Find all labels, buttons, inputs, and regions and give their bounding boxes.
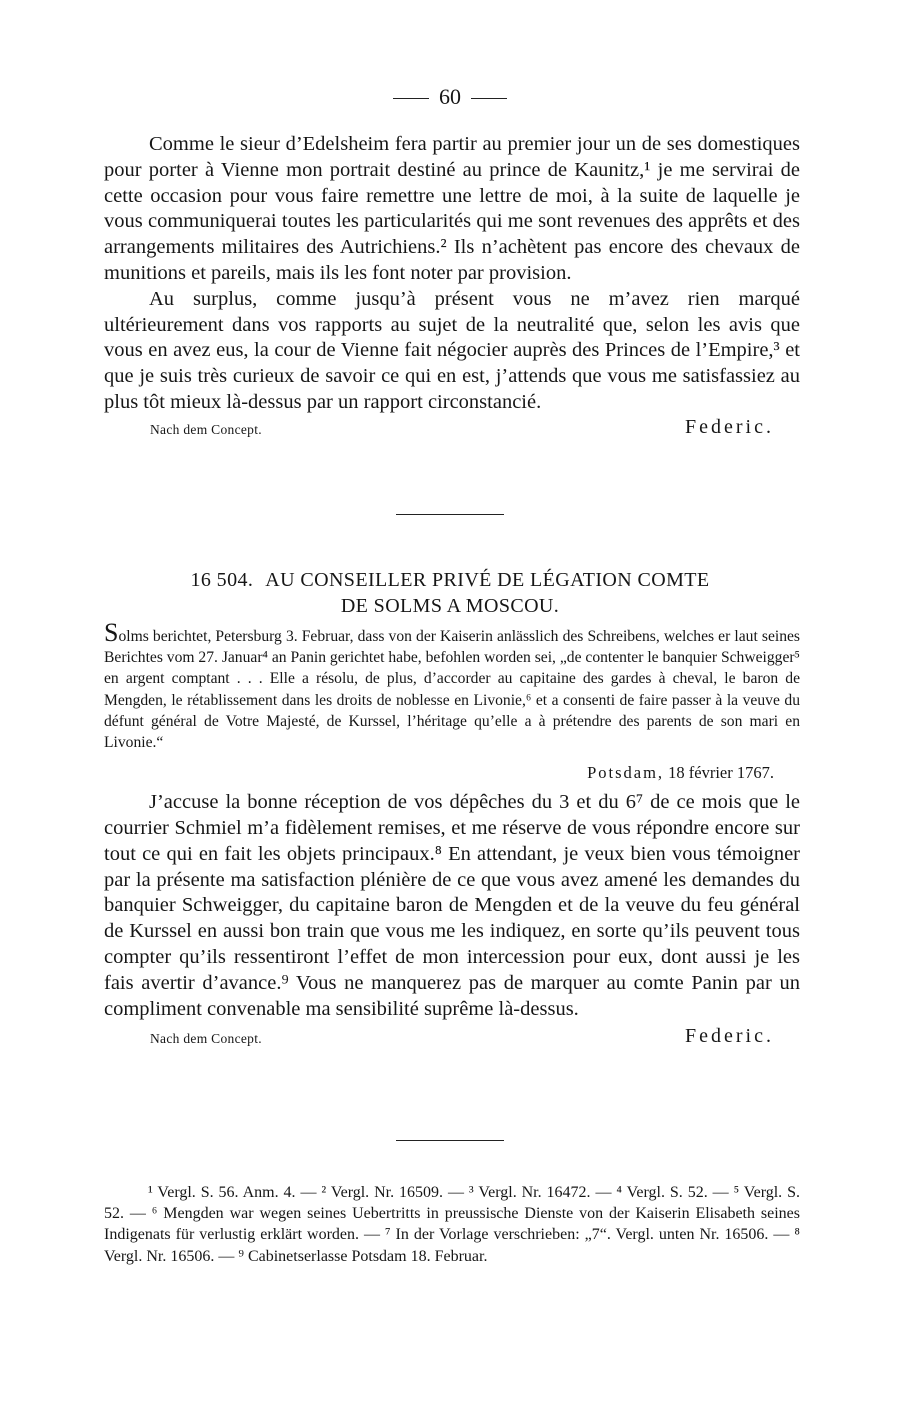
letter-2-summary — [104, 620, 800, 753]
letter-2-title-line-1 — [0, 567, 900, 593]
dateline-place: Potsdam, — [587, 763, 665, 783]
summary-initial: S — [104, 618, 119, 647]
letter-2-title-text-1: AU CONSEILLER PRIVÉ DE LÉGATION COMTE — [265, 569, 710, 591]
footnotes — [104, 1182, 800, 1267]
letter-2-dateline — [104, 763, 800, 783]
section-divider-1 — [396, 514, 504, 515]
letter-1 — [104, 132, 800, 442]
letter-1-paragraph-1: Comme le sieur d’Edelsheim fera partir au premier jour un de ses domestiques pour porter à Vienne mon portrait destiné au prince de Kaunitz,¹ je me servirai de cette occasion pour vous faire remettre une lettre de moi, à la suite de laquelle je vous communiquerai toutes les particularités qui me sont revenues des apprêts et des arrangements militaires des Autrichiens.² Ils n’achètent pas encore des chevaux de munitions et pareils, mais ils les font noter par provision. — [104, 133, 800, 284]
letter-2 — [104, 620, 800, 1051]
letter-2-paragraph: J’accuse la bonne réception de vos dépêches du 3 et du 6⁷ de ce mois que le courrier Schmiel m’a fidèlement remises, et me réserve de vous répondre encore sur tout ce qui en fait les objets principaux.⁸ En attendant, je veux bien vous témoigner par la présente ma satisfaction plénière de ce que vous avez amené les demandes du banquier Schweigger, du capitaine baron de Mengden et de la veuve du feu général de Kurssel en aussi bon train que vous me les indiquez, en sorte qu’ils peuvent tous compter qu’ils ressentiront l’effet de mon intercession pour eux, dont aussi je les fais avertir d’avance.⁹ Vous ne manquerez pas de marquer au comte Panin par un compliment convenable ma sensibilité suprême là-dessus. — [104, 791, 800, 1020]
page-number: 60 — [439, 84, 461, 109]
letter-2-source-note: Nach dem Concept. — [150, 1031, 262, 1047]
footnotes-text: ¹ Vergl. S. 56. Anm. 4. — ² Vergl. Nr. 16509. — ³ Vergl. Nr. 16472. — ⁴ Vergl. S. 52. — ⁵ Vergl. S. 52. — ⁶ Mengden war wegen seines Uebertritts in preussische Dienste von der Kaiserin Elisabeth seines Indigenats für verlustig erklärt worden. — ⁷ In der Vorlage verschrieben: „7“. Vergl. unten Nr. 16506. — ⁸ Vergl. Nr. 16506. — ⁹ Cabinetserlasse Potsdam 18. Februar. — [104, 1184, 800, 1265]
letter-1-signature: Federic. — [685, 415, 774, 438]
letter-1-body — [104, 132, 800, 416]
letter-2-title — [0, 567, 900, 619]
page-header — [0, 84, 900, 110]
summary-text: olms berichtet, Petersburg 3. Februar, dass von der Kaiserin anlässlich des Schreibens, welches er laut seines Berichtes vom 27. Januar⁴ an Panin gerichtet habe, befohlen worden sei, „de contenter le banquier Schweigger⁵ en argent comptant . . . Elle a résolu, de plus, d’accorder au capitaine des gardes à cheval, le baron de Mengden, le rétablissement dans les droits de noblesse en Livonie,⁶ et a consenti de faire passer à la veuve du défunt général de Votre Majesté, de Kurssel, l’héritage qu’elle a à prétendre des parents de son mari en Livonie.“ — [104, 628, 800, 752]
header-dash-right — [471, 98, 507, 99]
header-dash-left — [393, 98, 429, 99]
letter-2-signature: Federic. — [685, 1025, 774, 1048]
letter-2-title-line-2: DE SOLMS A MOSCOU. — [340, 595, 560, 617]
letter-number: 16 504. — [190, 569, 254, 591]
section-divider-2 — [396, 1140, 504, 1141]
dateline-date: 18 février 1767. — [668, 763, 774, 783]
letter-2-body — [104, 790, 800, 1022]
letter-1-source-note: Nach dem Concept. — [150, 421, 262, 437]
letter-1-paragraph-2: Au surplus, comme jusqu’à présent vous ne m’avez rien marqué ultérieurement dans vos rapports au sujet de la neutralité que, selon les avis que vous en avez eus, la cour de Vienne fait négocier auprès des Princes de l’Empire,³ et que je suis très curieux de savoir ce qui en est, j’attends que vous me satisfassiez au plus tôt mieux là-dessus par un rapport circonstancié. — [104, 287, 800, 413]
letter-1-closing — [104, 416, 800, 442]
letter-2-closing — [104, 1025, 800, 1051]
